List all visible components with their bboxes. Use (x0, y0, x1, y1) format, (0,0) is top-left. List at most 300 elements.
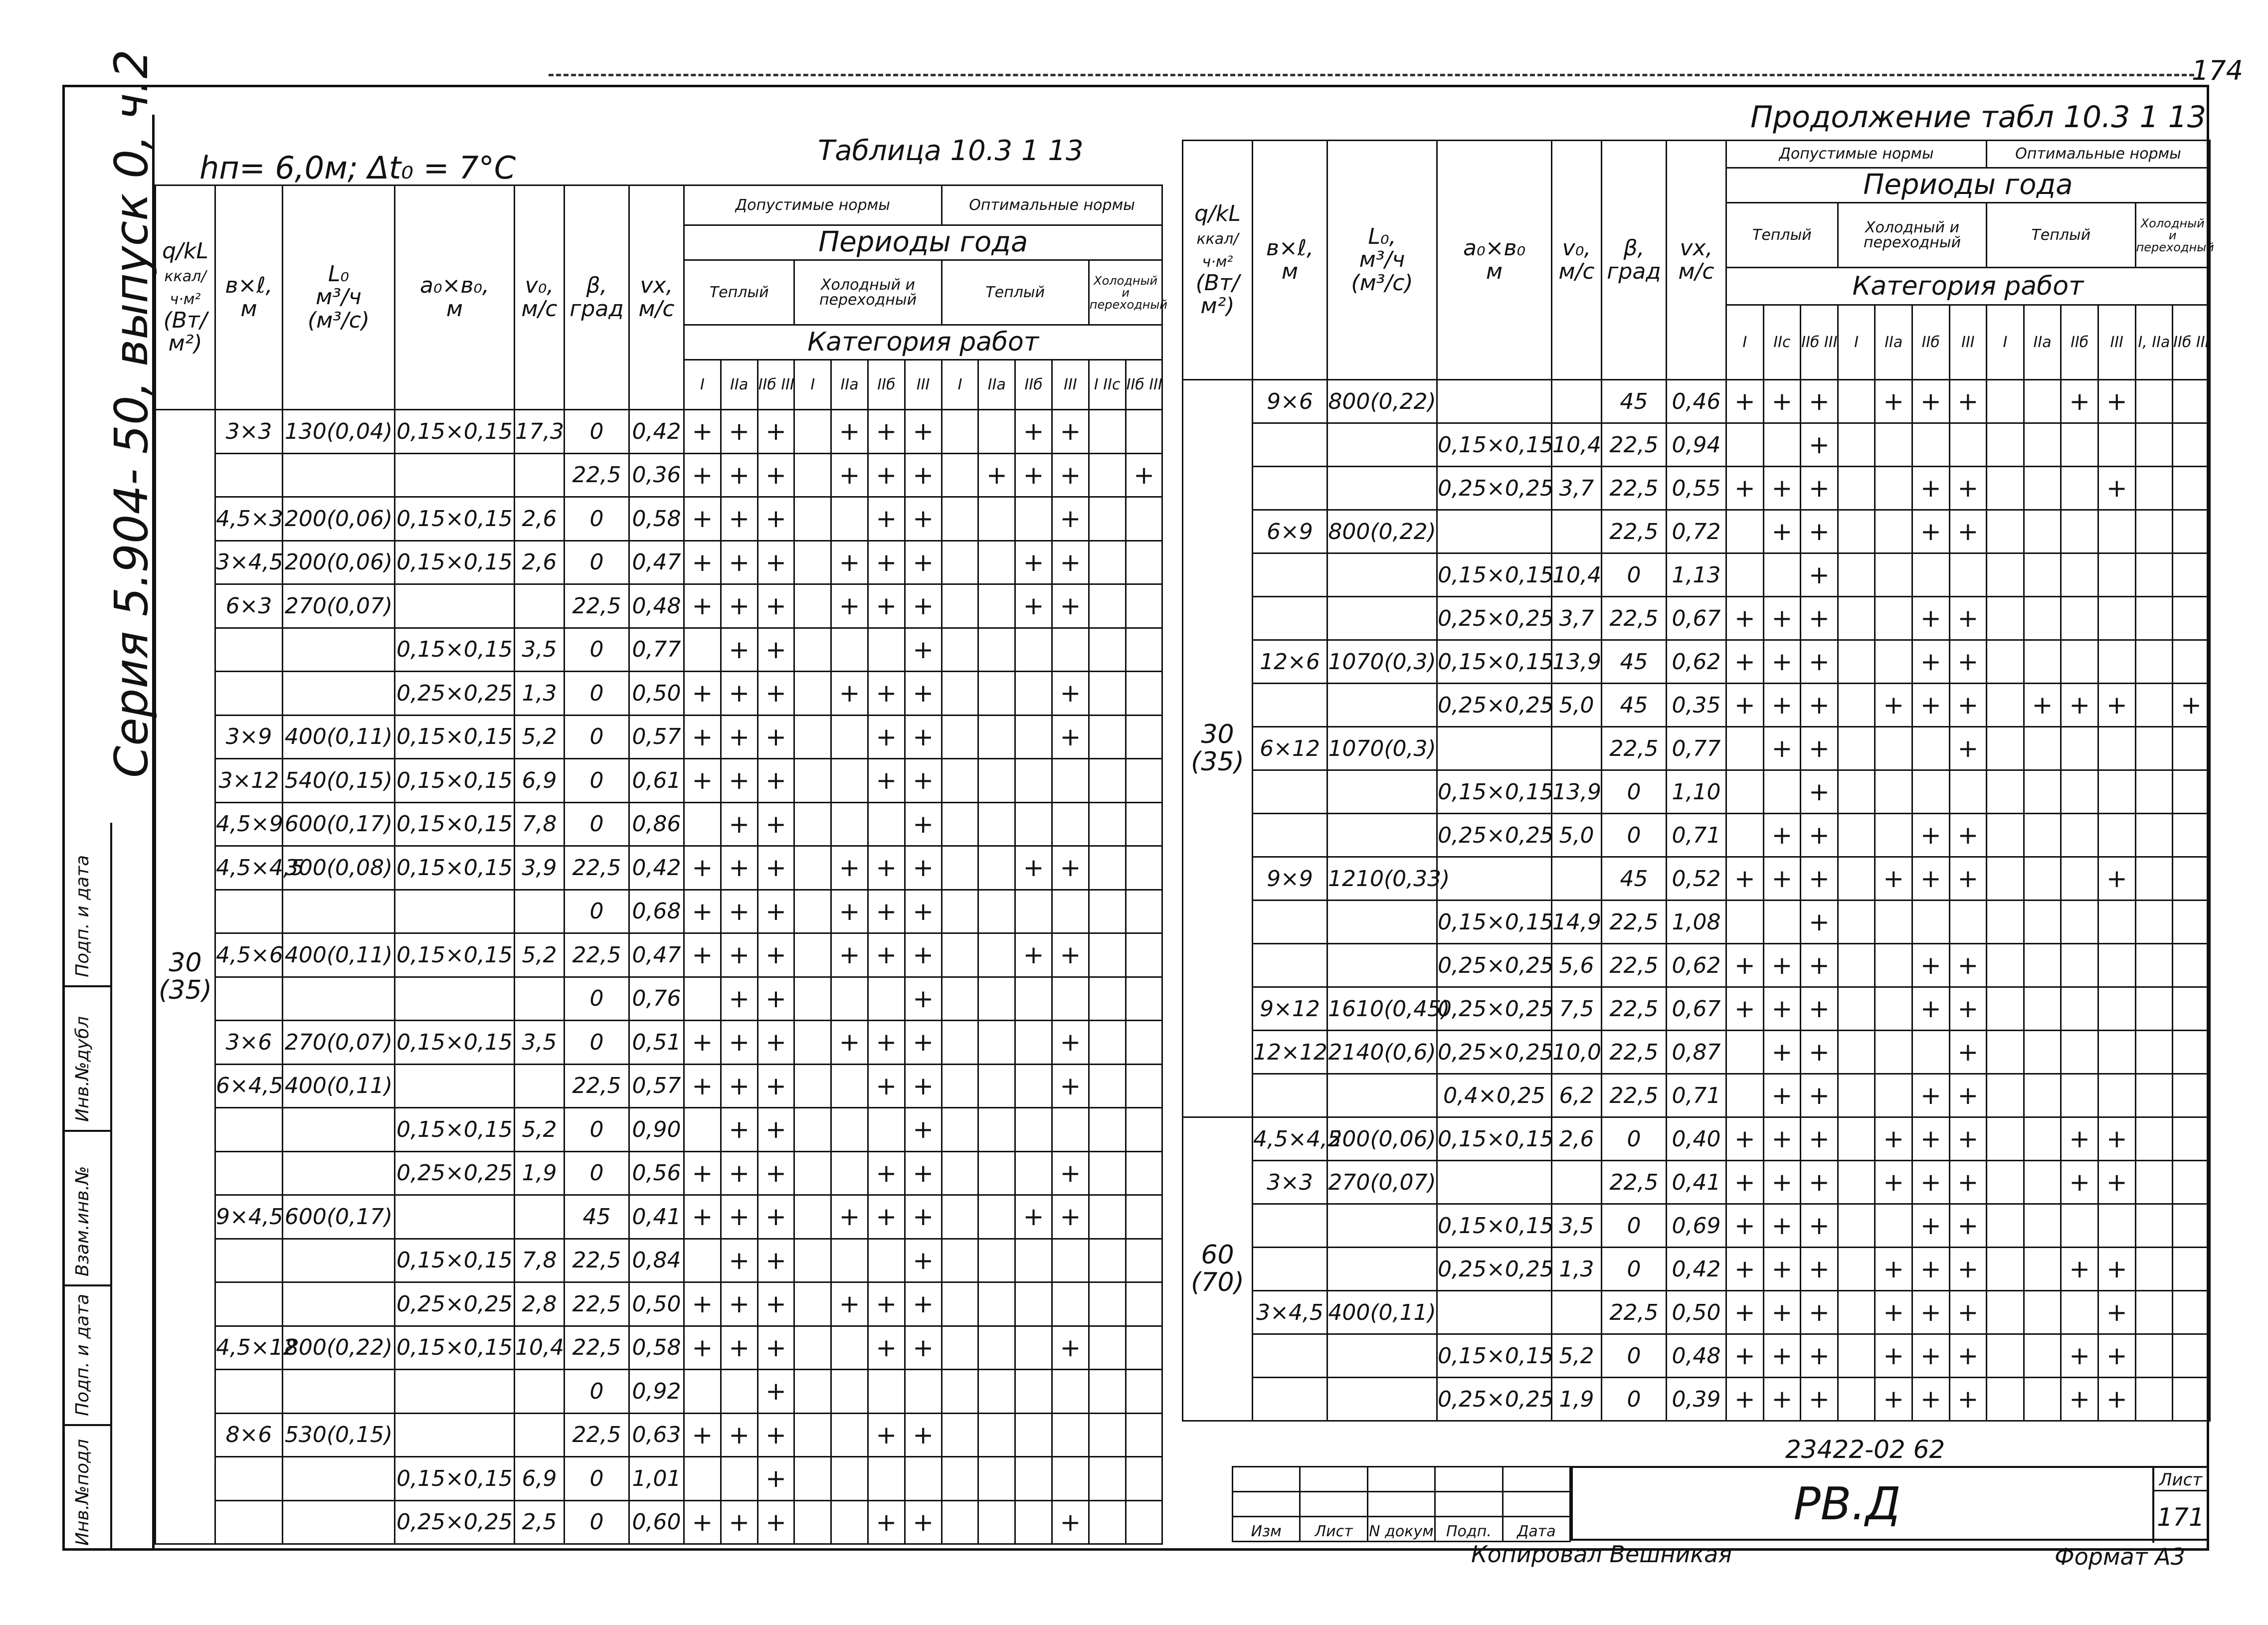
left_table-cell-a0b0: 0,15×0,15 (395, 1239, 515, 1282)
left_table-plus-cell (1089, 453, 1126, 497)
right_table-cell-a0b0: 0,15×0,15 (1437, 1334, 1552, 1378)
right_table-plus-cell: + (2061, 1117, 2098, 1161)
left_table-cell-bxl: 3×3 (215, 410, 283, 454)
left_table-cell-bxl: 4,5×6 (215, 933, 283, 977)
right_table-cell-L0 (1327, 1248, 1437, 1291)
right_table-plus-cell (1763, 423, 1801, 467)
left_table-plus-cell (1089, 584, 1126, 628)
left_table-plus-cell (794, 1239, 831, 1282)
left_table-plus-cell: + (831, 890, 868, 933)
right_table-plus-cell: + (1801, 1248, 1838, 1291)
left_table-plus-cell: + (868, 1326, 905, 1370)
left_table-cell-beta: 22,5 (565, 453, 629, 497)
left_table-plus-cell: + (684, 410, 721, 454)
left_table-cell-L0: 270(0,07) (283, 584, 395, 628)
right_table-cell-beta: 22,5 (1602, 1161, 1667, 1204)
right_table-plus-cell: + (1912, 640, 1949, 684)
left-table (155, 184, 1167, 1545)
right-h-L0: L₀, (1368, 224, 1396, 250)
right_table-plus-cell: + (2098, 1161, 2135, 1204)
right_table-cell-L0 (1327, 1204, 1437, 1248)
left-h-vx-unit: м/с (638, 296, 675, 322)
left_table-plus-cell: + (1052, 715, 1089, 759)
left_table-plus-cell: + (721, 1282, 757, 1326)
right_table-plus-cell (1838, 770, 1875, 814)
left_table-plus-cell: + (721, 497, 757, 541)
right_table-plus-cell: + (2098, 1334, 2135, 1378)
table-row (156, 1064, 1162, 1108)
left_table-cell-v0 (515, 584, 565, 628)
left_table-plus-cell (794, 1500, 831, 1544)
left-h-q: q/kL (162, 238, 208, 264)
left_table-plus-cell: + (831, 410, 868, 454)
left_table-plus-cell (1015, 1021, 1052, 1065)
left_table-plus-cell: + (757, 1282, 794, 1326)
right_table-plus-cell: + (1949, 467, 1987, 510)
left_table-cell-beta: 22,5 (565, 1239, 629, 1282)
left_table-plus-cell: + (1052, 672, 1089, 716)
left_table-plus-cell: + (905, 933, 942, 977)
left_table-cell-a0b0: 0,15×0,15 (395, 541, 515, 584)
left_table-plus-cell: + (868, 584, 905, 628)
right_table-plus-cell: + (1763, 597, 1801, 640)
right_table-plus-cell (1987, 770, 2024, 814)
right_table-plus-cell (1838, 640, 1875, 684)
table-row (156, 1151, 1162, 1195)
left_table-cell-a0b0 (395, 1370, 515, 1414)
left_table-plus-cell (1089, 541, 1126, 584)
right_table-cell-L0 (1327, 467, 1437, 510)
left_table-plus-cell: + (1052, 584, 1089, 628)
left_table-cell-L0 (283, 1239, 395, 1282)
right-h-vx-unit: м/с (1678, 258, 1714, 284)
left_table-cell-v0: 5,2 (515, 715, 565, 759)
left_table-category-5: IIб (868, 360, 905, 410)
left_table-plus-cell (978, 1021, 1015, 1065)
left_table-plus-cell (1089, 672, 1126, 716)
left_table-plus-cell (942, 453, 978, 497)
left_table-plus-cell (831, 1500, 868, 1544)
right_table-plus-cell: + (1801, 467, 1838, 510)
right_table-cell-v0 (1552, 1161, 1602, 1204)
left_table-plus-cell: + (868, 1500, 905, 1544)
right_table-cell-L0 (1327, 553, 1437, 597)
left_table-plus-cell (1126, 977, 1162, 1021)
left_table-plus-cell: + (757, 410, 794, 454)
right_table-plus-cell (2024, 1378, 2061, 1421)
right_table-plus-cell: + (1875, 1117, 1912, 1161)
right_table-cell-vx: 1,13 (1667, 553, 1726, 597)
left_table-plus-cell (1126, 1151, 1162, 1195)
right_table-plus-cell: + (1949, 987, 1987, 1031)
table-row (156, 1326, 1162, 1370)
right-h-q: q/kL (1194, 201, 1241, 227)
right-h-L0-unit: м³/ч (1359, 247, 1405, 273)
right_table-plus-cell: + (1875, 857, 1912, 901)
left_table-cell-bxl (215, 1239, 283, 1282)
left_table-plus-cell: + (721, 672, 757, 716)
left_table-plus-cell (1126, 802, 1162, 846)
left_table-plus-cell (684, 1370, 721, 1414)
left_table-plus-cell (942, 628, 978, 672)
right_table-plus-cell (1875, 553, 1912, 597)
right_table-plus-cell (2135, 510, 2173, 553)
right_table-plus-cell: + (1801, 1161, 1838, 1204)
right_table-plus-cell (2098, 423, 2135, 467)
left_table-plus-cell: + (757, 1239, 794, 1282)
right_table-plus-cell: + (2061, 1161, 2098, 1204)
right_table-cell-beta: 22,5 (1602, 467, 1667, 510)
left_table-plus-cell (794, 410, 831, 454)
right_table-plus-cell (2135, 1204, 2173, 1248)
left_table-plus-cell: + (757, 715, 794, 759)
left_table-cell-v0: 2,6 (515, 541, 565, 584)
right_table-cell-v0: 1,9 (1552, 1378, 1602, 1421)
right_table-plus-cell (1838, 857, 1875, 901)
left_table-plus-cell: + (721, 410, 757, 454)
right_table-plus-cell (1987, 423, 2024, 467)
right_table-cell-bxl (1253, 423, 1327, 467)
right_table-plus-cell: + (1912, 1291, 1949, 1334)
right_table-cell-vx: 0,62 (1667, 944, 1726, 987)
right_table-cell-v0: 3,5 (1552, 1204, 1602, 1248)
right_table-cell-bxl (1253, 1204, 1327, 1248)
right_table-plus-cell: + (1912, 684, 1949, 727)
right_table-plus-cell (2135, 1378, 2173, 1421)
right_table-plus-cell (2098, 1031, 2135, 1074)
right_table-plus-cell (1838, 510, 1875, 553)
right_table-cell-a0b0 (1437, 1291, 1552, 1334)
left_table-cell-vx: 0,57 (629, 1064, 684, 1108)
right_table-cell-vx: 0,71 (1667, 814, 1726, 857)
left_table-plus-cell (978, 1108, 1015, 1152)
left_table-cell-a0b0 (395, 584, 515, 628)
right_table-category-5: IIб (1912, 305, 1949, 380)
right_table-category-2: IIб III (1801, 305, 1838, 380)
left_table-plus-cell: + (684, 497, 721, 541)
right_table-cell-beta: 0 (1602, 1248, 1667, 1291)
left_table-plus-cell: + (721, 541, 757, 584)
right_table-cell-vx: 0,67 (1667, 987, 1726, 1031)
right_table-plus-cell: + (1726, 1291, 1764, 1334)
left_table-plus-cell: + (721, 453, 757, 497)
left_table-plus-cell (1126, 628, 1162, 672)
right_table-plus-cell (2173, 987, 2210, 1031)
left_table-plus-cell: + (905, 1151, 942, 1195)
right_table-cell-L0 (1327, 684, 1437, 727)
table-row (1183, 467, 2210, 510)
right_table-plus-cell (1875, 727, 1912, 770)
left_table-cell-a0b0: 0,15×0,15 (395, 1457, 515, 1501)
right_table-category-3: I (1838, 305, 1875, 380)
right_table-plus-cell: + (1801, 770, 1838, 814)
right_table-plus-cell (1875, 1031, 1912, 1074)
table-row (156, 497, 1162, 541)
right_table-plus-cell (2173, 727, 2210, 770)
left_table-cell-bxl: 4,5×9 (215, 802, 283, 846)
left_table-cell-bxl: 8×6 (215, 1413, 283, 1457)
left_table-plus-cell (831, 1370, 868, 1414)
left-h-cold: Холодный и переходный (794, 260, 942, 325)
title-block-main (1571, 1466, 2209, 1541)
right_table-plus-cell: + (1763, 467, 1801, 510)
left_table-plus-cell: + (868, 890, 905, 933)
right_table-plus-cell (2135, 1334, 2173, 1378)
right_table-plus-cell (2135, 857, 2173, 901)
left_table-cell-beta: 45 (565, 1195, 629, 1239)
right_table-cell-v0: 10,4 (1552, 553, 1602, 597)
left_table-plus-cell (831, 628, 868, 672)
right_table-plus-cell (2061, 944, 2098, 987)
left_table-plus-cell: + (1015, 453, 1052, 497)
right_table-cell-bxl (1253, 684, 1327, 727)
left_table-cell-a0b0: 0,15×0,15 (395, 628, 515, 672)
right_table-cell-v0: 6,2 (1552, 1074, 1602, 1117)
right_table-plus-cell (2061, 423, 2098, 467)
right_table-plus-cell: + (1763, 684, 1801, 727)
right_table-cell-bxl: 9×9 (1253, 857, 1327, 901)
right_table-cell-bxl: 4,5×4,5 (1253, 1117, 1327, 1161)
right_table-cell-v0: 13,9 (1552, 640, 1602, 684)
left_table-plus-cell (978, 759, 1015, 803)
left_table-plus-cell (831, 1064, 868, 1108)
right_table-category-11: I, IIа (2135, 305, 2173, 380)
left_table-plus-cell: + (831, 1021, 868, 1065)
right_table-plus-cell (2173, 944, 2210, 987)
right_table-plus-cell (2173, 857, 2210, 901)
left_table-plus-cell (978, 977, 1015, 1021)
left_table-cell-a0b0 (395, 1413, 515, 1457)
left_table-plus-cell: + (905, 977, 942, 1021)
left_table-plus-cell (1126, 410, 1162, 454)
title-block-revisions (1232, 1466, 1571, 1542)
right_table-category-12: IIб III (2173, 305, 2210, 380)
left_table-plus-cell (794, 628, 831, 672)
right_table-plus-cell (1987, 640, 2024, 684)
table-row (1183, 1291, 2210, 1334)
left_table-plus-cell (978, 410, 1015, 454)
left_table-plus-cell (1126, 1195, 1162, 1239)
right_table-plus-cell (2173, 640, 2210, 684)
right_table-plus-cell (2173, 1074, 2210, 1117)
left_table-plus-cell: + (721, 890, 757, 933)
left_table-cell-L0: 400(0,11) (283, 933, 395, 977)
table-row (1183, 684, 2210, 727)
left_table-plus-cell: + (905, 1282, 942, 1326)
right_table-plus-cell: + (2098, 857, 2135, 901)
left_table-plus-cell (831, 977, 868, 1021)
left_table-plus-cell (1126, 759, 1162, 803)
right_table-cell-L0 (1327, 1334, 1437, 1378)
right-h-cold: Холодный и переходный (1838, 203, 1986, 268)
left_table-plus-cell: + (721, 1326, 757, 1370)
left_table-plus-cell (1052, 890, 1089, 933)
left_table-plus-cell (1015, 759, 1052, 803)
left_table-plus-cell: + (905, 1413, 942, 1457)
right_table-cell-vx: 1,08 (1667, 901, 1726, 944)
left_table-plus-cell (831, 1457, 868, 1501)
left_table-plus-cell (794, 1282, 831, 1326)
right_table-plus-cell (2098, 510, 2135, 553)
left_table-cell-v0 (515, 453, 565, 497)
right_table-plus-cell: + (1875, 380, 1912, 423)
left_table-plus-cell: + (757, 1195, 794, 1239)
left_table-plus-cell: + (684, 1195, 721, 1239)
left_table-cell-bxl: 3×9 (215, 715, 283, 759)
right_table-cell-L0 (1327, 1074, 1437, 1117)
left_table-plus-cell: + (868, 410, 905, 454)
left_table-cell-bxl (215, 1370, 283, 1414)
left_table-plus-cell (1015, 1151, 1052, 1195)
right-h-vx: vx, (1680, 235, 1713, 261)
left_table-cell-L0: 540(0,15) (283, 759, 395, 803)
right_table-plus-cell: + (1763, 987, 1801, 1031)
left_table-cell-a0b0: 0,25×0,25 (395, 1500, 515, 1544)
left_table-plus-cell: + (868, 1151, 905, 1195)
right_table-plus-cell (2135, 814, 2173, 857)
left_table-plus-cell: + (757, 1151, 794, 1195)
left_table-plus-cell (942, 497, 978, 541)
left_table-plus-cell: + (831, 453, 868, 497)
table-row (156, 715, 1162, 759)
right_table-plus-cell (1726, 770, 1764, 814)
right_table-cell-v0: 13,9 (1552, 770, 1602, 814)
left_table-plus-cell (794, 1021, 831, 1065)
left_table-plus-cell (942, 584, 978, 628)
right_table-cell-L0: 2140(0,6) (1327, 1031, 1437, 1074)
right_table-plus-cell (2061, 770, 2098, 814)
left_table-plus-cell (978, 1326, 1015, 1370)
left_table-plus-cell (1126, 672, 1162, 716)
left_table-cell-a0b0: 0,15×0,15 (395, 1021, 515, 1065)
right_table-plus-cell: + (1763, 1334, 1801, 1378)
right_table-plus-cell: + (1801, 597, 1838, 640)
right_table-plus-cell (2024, 1031, 2061, 1074)
left_table-cell-v0: 6,9 (515, 759, 565, 803)
right_table-plus-cell (1838, 727, 1875, 770)
right_table-plus-cell (2173, 1031, 2210, 1074)
left_table-cell-v0: 3,5 (515, 1021, 565, 1065)
left_table-plus-cell: + (1015, 584, 1052, 628)
left_table-cell-a0b0 (395, 977, 515, 1021)
right_table-cell-bxl (1253, 944, 1327, 987)
left_table-plus-cell: + (1015, 541, 1052, 584)
right_table-plus-cell: + (1726, 380, 1764, 423)
right_table-plus-cell (2098, 814, 2135, 857)
right_table-plus-cell (1987, 1161, 2024, 1204)
right_table-cell-L0: 1070(0,3) (1327, 640, 1437, 684)
tb-col-list: Лист (1300, 1517, 1367, 1542)
right_table-plus-cell (2061, 510, 2098, 553)
left_table-plus-cell: + (684, 1500, 721, 1544)
stamp-podp-data-1: Подп. и дата (72, 1293, 93, 1416)
left_table-plus-cell (1089, 1500, 1126, 1544)
right_table-cell-v0 (1552, 857, 1602, 901)
left_table-plus-cell (794, 672, 831, 716)
left_table-plus-cell: + (831, 1195, 868, 1239)
right_table-cell-L0: 800(0,22) (1327, 380, 1437, 423)
right_table-cell-v0 (1552, 1291, 1602, 1334)
left_table-cell-beta: 0 (565, 1500, 629, 1544)
right_table-plus-cell: + (1949, 1031, 1987, 1074)
right_table-plus-cell: + (1726, 1378, 1764, 1421)
left_table-plus-cell (721, 1457, 757, 1501)
right_table-cell-a0b0: 0,25×0,25 (1437, 597, 1552, 640)
right_table-plus-cell (2061, 1204, 2098, 1248)
left_table-cell-bxl: 4,5×3 (215, 497, 283, 541)
right_table-plus-cell: + (1801, 1074, 1838, 1117)
right_table-category-4: IIа (1875, 305, 1912, 380)
right_table-plus-cell: + (1801, 901, 1838, 944)
right_table-plus-cell (1875, 901, 1912, 944)
left_table-plus-cell (905, 1457, 942, 1501)
right_table-plus-cell: + (1912, 1204, 1949, 1248)
right_table-plus-cell: + (1726, 1117, 1764, 1161)
left_table-cell-beta: 0 (565, 628, 629, 672)
right_table-plus-cell (1726, 901, 1764, 944)
left_table-cell-a0b0: 0,25×0,25 (395, 672, 515, 716)
right_table-plus-cell (2061, 1291, 2098, 1334)
right_table-plus-cell: + (1801, 553, 1838, 597)
left_table-plus-cell (1126, 1326, 1162, 1370)
table-row (156, 933, 1162, 977)
right_table-plus-cell (1726, 1074, 1764, 1117)
table-row (1183, 640, 2210, 684)
right_table-cell-a0b0: 0,25×0,25 (1437, 1248, 1552, 1291)
left_table-plus-cell: + (905, 1239, 942, 1282)
right_table-plus-cell (2061, 901, 2098, 944)
right_table-cell-v0: 10,0 (1552, 1031, 1602, 1074)
left_table-plus-cell: + (905, 410, 942, 454)
left_table-cell-beta: 22,5 (565, 584, 629, 628)
right_table-cell-beta: 22,5 (1602, 1074, 1667, 1117)
table-row (1183, 597, 2210, 640)
left_table-plus-cell (1089, 890, 1126, 933)
left_table-plus-cell (942, 1151, 978, 1195)
table-row (156, 1108, 1162, 1152)
left_table-plus-cell (794, 453, 831, 497)
left_table-plus-cell: + (721, 1500, 757, 1544)
left_table-cell-a0b0 (395, 890, 515, 933)
right_table-cell-beta: 45 (1602, 857, 1667, 901)
left_table-plus-cell (942, 410, 978, 454)
left-h-q-unit: ккал/ч·м² (164, 268, 206, 309)
right_table-plus-cell (1875, 1204, 1912, 1248)
right_table-cell-beta: 22,5 (1602, 987, 1667, 1031)
left_table-cell-beta: 0 (565, 1151, 629, 1195)
table-row (156, 628, 1162, 672)
left-h-bxl: в×ℓ, (225, 273, 273, 299)
right_table-plus-cell (2135, 1291, 2173, 1334)
right_table-plus-cell (1875, 597, 1912, 640)
left_table-cell-L0: 270(0,07) (283, 1021, 395, 1065)
right_table-plus-cell (2098, 1204, 2135, 1248)
right_table-plus-cell (2061, 987, 2098, 1031)
left_table-plus-cell (1015, 672, 1052, 716)
table-row (156, 890, 1162, 933)
right_table-cell-a0b0: 0,4×0,25 (1437, 1074, 1552, 1117)
left_table-plus-cell (978, 628, 1015, 672)
right_table-plus-cell: + (1949, 640, 1987, 684)
right_table-plus-cell (1987, 380, 2024, 423)
left_table-plus-cell: + (684, 1151, 721, 1195)
left_table-plus-cell (1126, 890, 1162, 933)
table-row (1183, 727, 2210, 770)
left_table-plus-cell (794, 497, 831, 541)
right_table-plus-cell (1838, 684, 1875, 727)
left_table-plus-cell (831, 1151, 868, 1195)
left_table-cell-bxl: 9×4,5 (215, 1195, 283, 1239)
